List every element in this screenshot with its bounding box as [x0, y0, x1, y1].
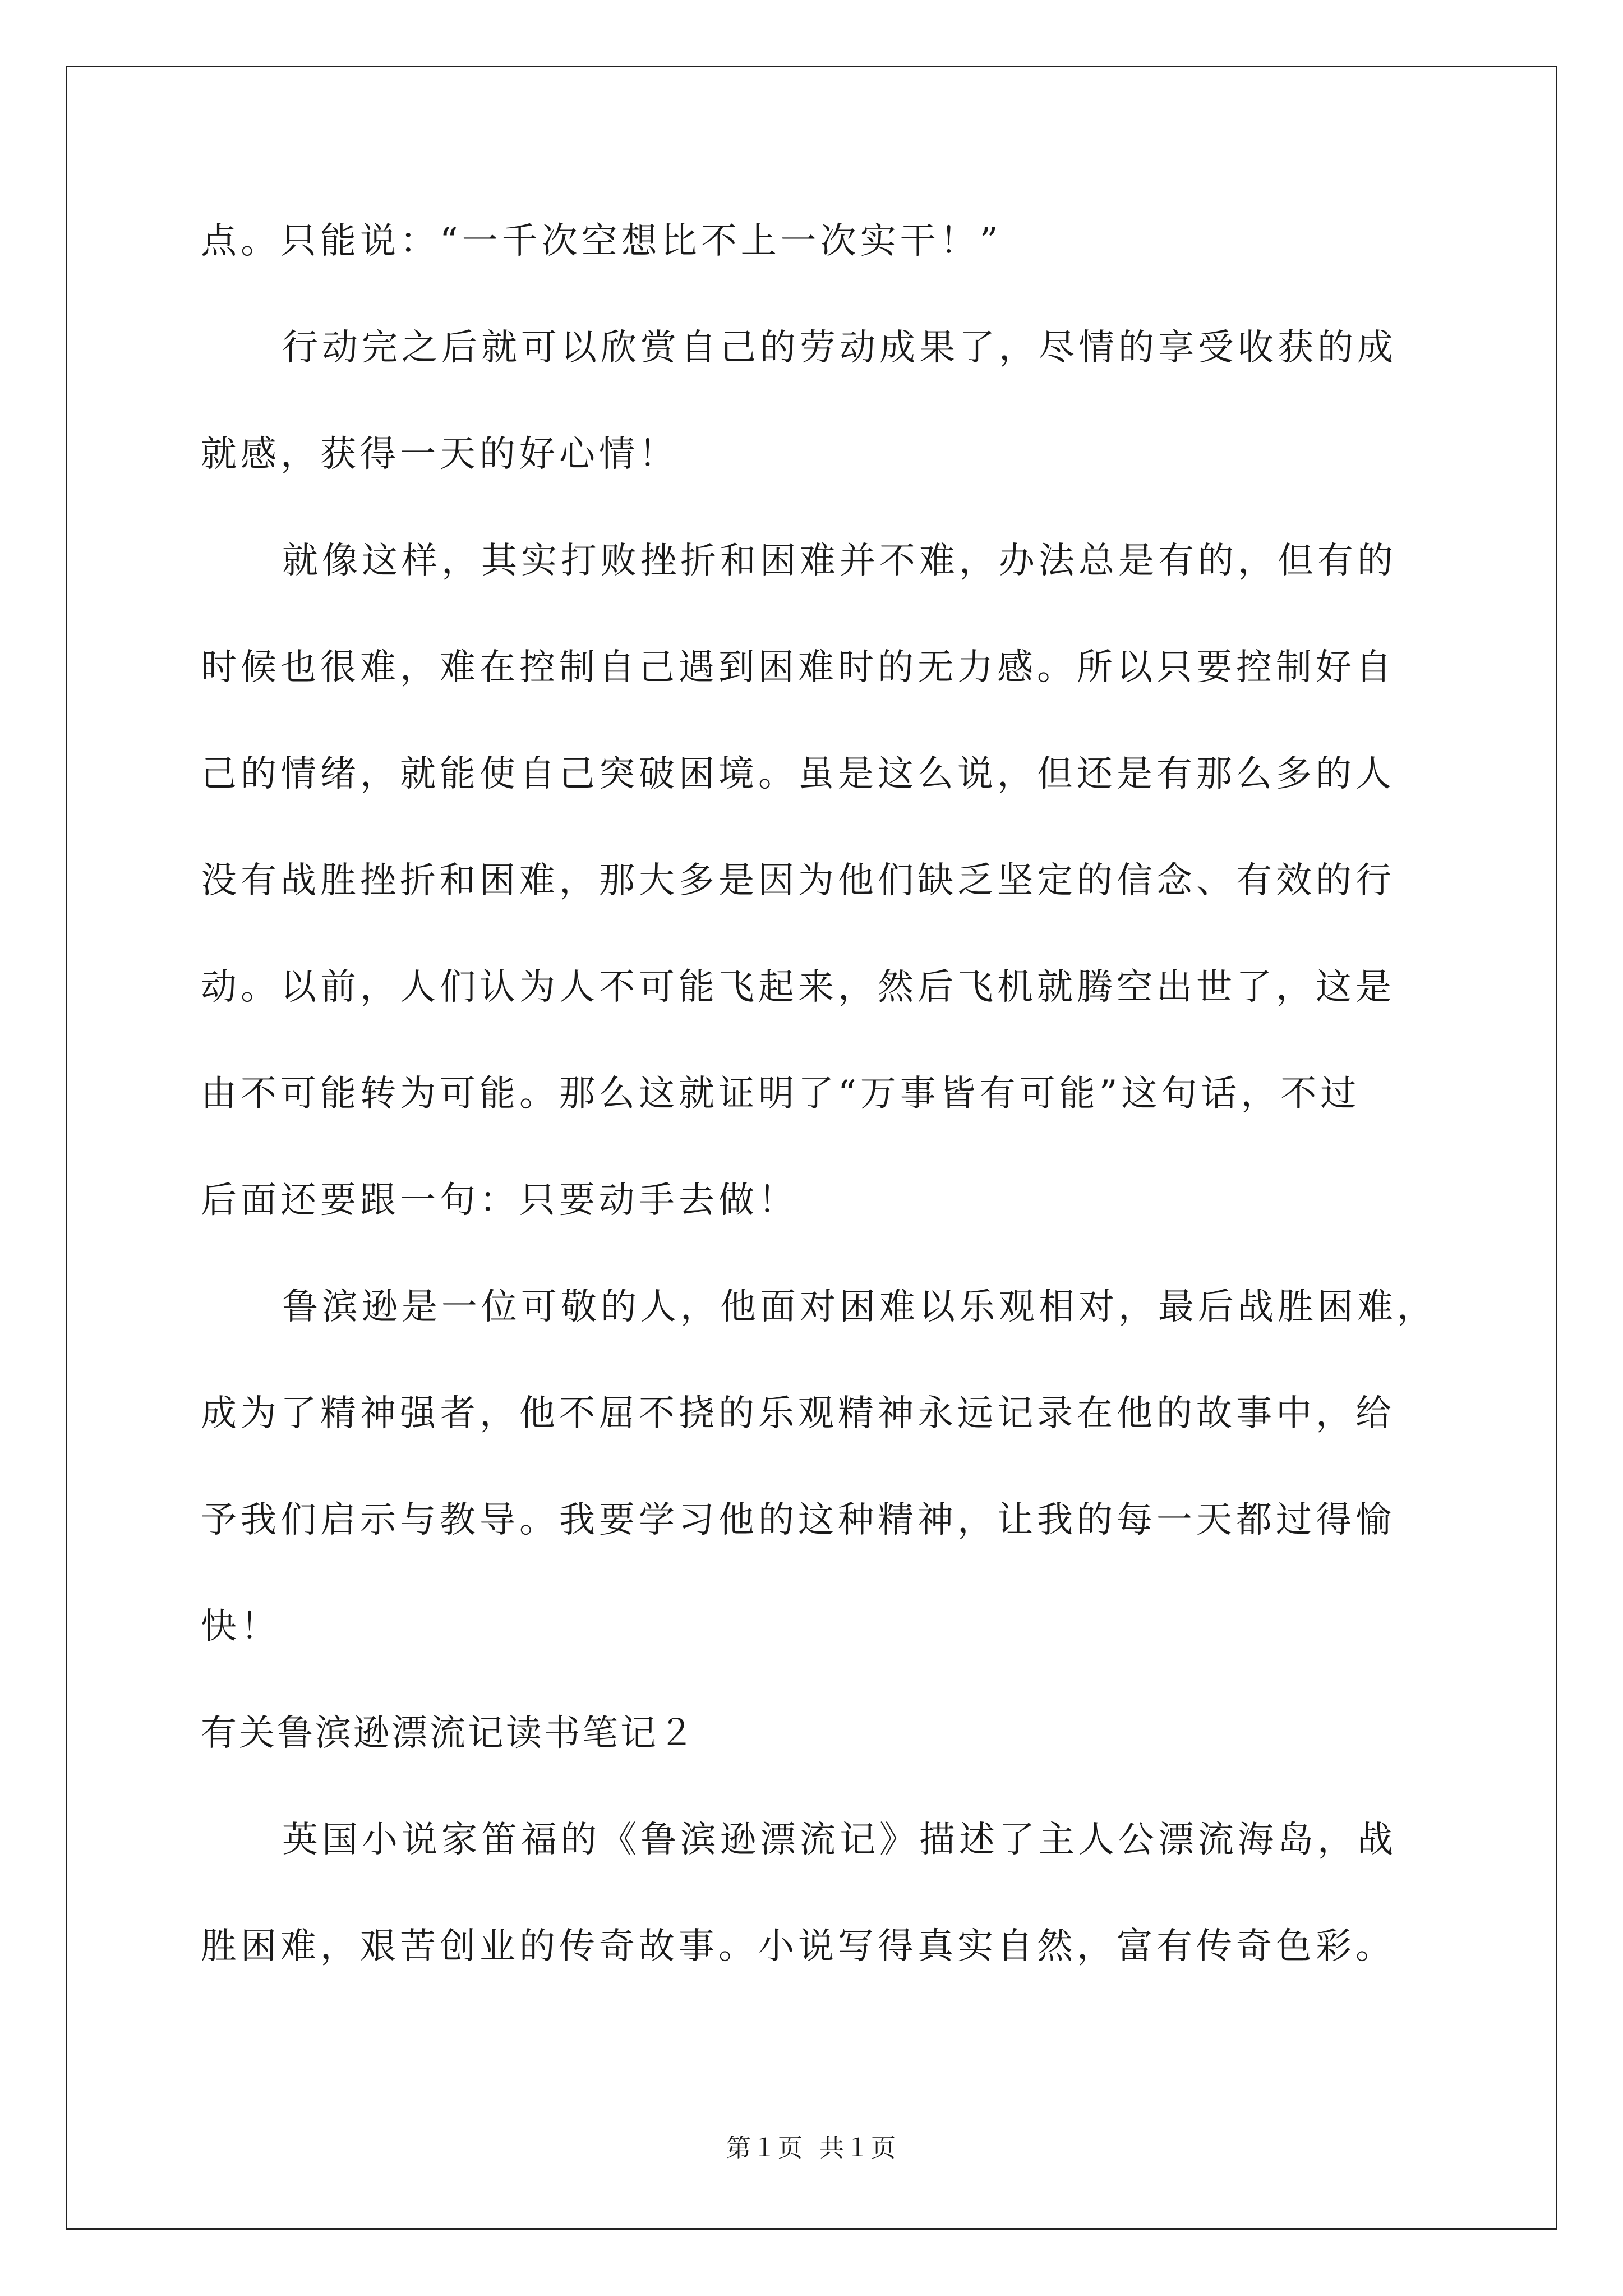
text-line: 就像这样，其实打败挫折和困难并不难，办法总是有的，但有的	[282, 540, 1397, 582]
section-heading: 有关鲁滨逊漂流记读书笔记２	[201, 1713, 697, 1754]
text-line: 行动完之后就可以欣赏自己的劳动成果了，尽情的享受收获的成	[282, 327, 1397, 369]
text-line: 英国小说家笛福的《鲁滨逊漂流记》描述了主人公漂流海岛，战	[282, 1819, 1397, 1861]
page-number-current: 第１页	[726, 2134, 804, 2162]
text-line: 时候也很难，难在控制自己遇到困难时的无力感。所以只要控制好自	[201, 647, 1395, 688]
text-line: 由不可能转为可能。那么这就证明了“万事皆有可能”这句话，不过	[201, 1073, 1361, 1115]
text-line: 点。只能说：“一千次空想比不上一次实干！”	[201, 220, 1002, 262]
page-footer	[0, 2132, 1623, 2165]
text-line: 就感，获得一天的好心情！	[201, 434, 679, 475]
text-line: 胜困难，艰苦创业的传奇故事。小说写得真实自然，富有传奇色彩。	[201, 1926, 1395, 1967]
text-line: 快！	[201, 1606, 280, 1648]
text-line: 予我们启示与教导。我要学习他的这种精神，让我的每一天都过得愉	[201, 1499, 1395, 1541]
text-line: 己的情绪，就能使自己突破困境。虽是这么说，但还是有那么多的人	[201, 753, 1395, 795]
text-line: 鲁滨逊是一位可敬的人，他面对困难以乐观相对，最后战胜困难，	[282, 1286, 1437, 1328]
text-line: 动。以前，人们认为人不可能飞起来，然后飞机就腾空出世了，这是	[201, 967, 1395, 1008]
text-line: 后面还要跟一句：只要动手去做！	[201, 1180, 798, 1221]
text-line: 没有战胜挫折和困难，那大多是因为他们缺乏坚定的信念、有效的行	[201, 860, 1395, 901]
page-number-total: 共１页	[819, 2134, 897, 2162]
text-line: 成为了精神强者，他不屈不挠的乐观精神永远记录在他的故事中，给	[201, 1393, 1395, 1434]
page-frame	[66, 66, 1557, 2230]
